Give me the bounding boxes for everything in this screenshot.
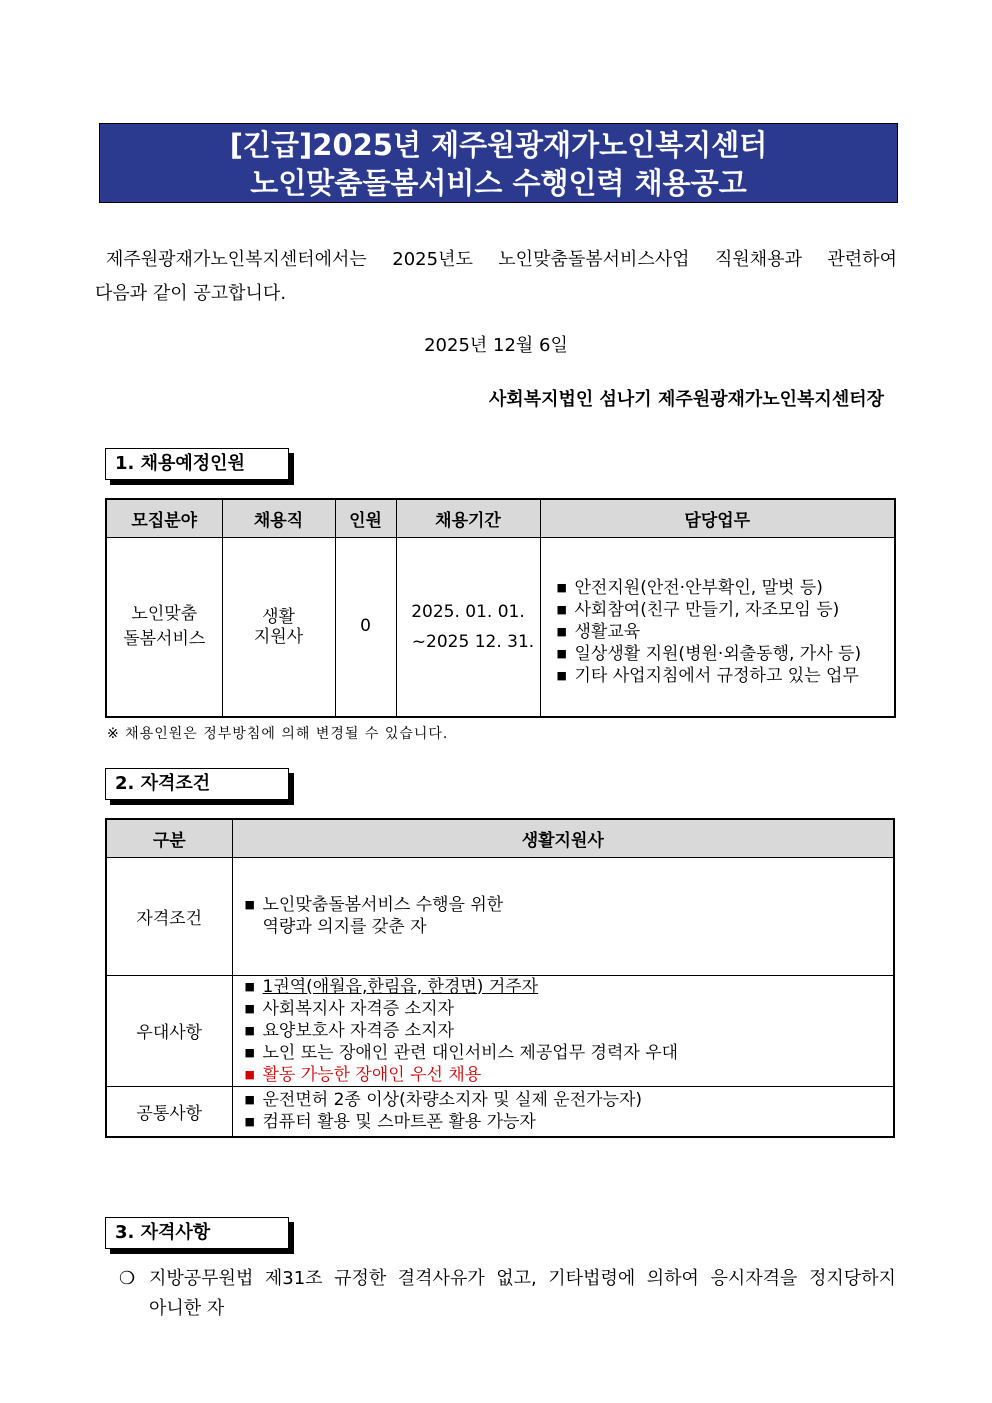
header-period: 채용기간 [396, 499, 540, 537]
intro-word: 관련하여 [827, 249, 897, 270]
s3-word: 의하여 [646, 1268, 699, 1289]
header-field: 모집분야 [106, 499, 222, 537]
list-item: ■ 1권역(애월읍,한림읍, 한경면) 거주자 [243, 976, 894, 998]
qualification-list [233, 894, 894, 938]
s3-word: 지방공무원법 [149, 1268, 254, 1289]
preference-content [232, 975, 894, 1086]
list-item: ■ 안전지원(안전·안부확인, 말벗 등) [555, 577, 895, 599]
job-line: 지원사 [253, 626, 304, 647]
cell-count: 0 [335, 537, 396, 717]
intro-word: 직원채용과 [715, 249, 802, 270]
list-item: ■ 일상생활 지원(병원·외출동행, 가사 등) [555, 643, 895, 665]
table-header-row [106, 499, 895, 537]
recruitment-table [105, 498, 896, 718]
intro-word: 제주원광재가노인복지센터에서는 [106, 249, 367, 270]
list-item: ■ 운전면허 2종 이상(차량소지자 및 실제 운전가능자) [243, 1089, 894, 1111]
intro-line-2: 다음과 같이 공고합니다. [95, 283, 287, 304]
list-item: ■ 컴퓨터 활용 및 스마트폰 활용 가능자 [243, 1111, 894, 1133]
circle-bullet-icon: ❍ [119, 1268, 136, 1289]
title-line-1: [긴급]2025년 제주원광재가노인복지센터 [229, 128, 768, 162]
cell-duties [540, 537, 895, 717]
field-line: 돌봄서비스 [123, 628, 206, 649]
table-header-row [106, 819, 894, 857]
list-item: ■ 기타 사업지침에서 규정하고 있는 업무 [555, 665, 895, 687]
qualification-label: 자격조건 [106, 857, 232, 975]
duties-list [555, 577, 895, 687]
period-end: ~2025 12. 31. [411, 631, 535, 652]
common-list [233, 1089, 894, 1133]
s3-word: 응시자격을 [710, 1268, 798, 1289]
list-item: ■ 요양보호사 자격증 소지자 [243, 1020, 894, 1042]
common-content [232, 1086, 894, 1137]
qualification-content [232, 857, 894, 975]
header-job: 채용직 [222, 499, 335, 537]
section-3-line-1 [119, 1264, 896, 1294]
table-row [106, 537, 895, 717]
recruitment-note: ※ 채용인원은 정부방침에 의해 변경될 수 있습니다. [107, 726, 449, 742]
list-item: ■ 사회복지사 자격증 소지자 [243, 998, 894, 1020]
field-line: 노인맞춤 [131, 603, 198, 624]
intro-line-1 [95, 243, 897, 277]
table-row [106, 1086, 894, 1137]
intro-word: 노인맞춤돌봄서비스사업 [498, 249, 690, 270]
section-2-heading: 2. 자격조건 [105, 768, 289, 800]
preference-label: 우대사항 [106, 975, 232, 1086]
header-count: 인원 [335, 499, 396, 537]
qualification-line: ■ 노인맞춤돌봄서비스 수행을 위한 [262, 895, 504, 915]
intro-word: 2025년도 [392, 249, 473, 270]
header-duties: 담당업무 [540, 499, 895, 537]
header-role: 생활지원사 [232, 819, 894, 857]
intro-paragraph [95, 243, 897, 311]
list-item: ■ 노인 또는 장애인 관련 대인서비스 제공업무 경력자 우대 [243, 1042, 894, 1064]
signer: 사회복지법인 섬나기 제주원광재가노인복지센터장 [488, 389, 884, 410]
s3-word: 제31조 [264, 1268, 323, 1289]
section-3-heading: 3. 자격사항 [105, 1217, 289, 1249]
job-line: 생활 [262, 606, 295, 627]
s3-word: 기타법령에 [548, 1268, 636, 1289]
common-label: 공통사항 [106, 1086, 232, 1137]
period-start: 2025. 01. 01. [411, 601, 525, 622]
s3-word: 결격사유가 [397, 1268, 485, 1289]
s3-word: 없고, [496, 1268, 537, 1289]
qualification-line: 역량과 의지를 갖춘 자 [262, 917, 427, 937]
list-item: ■ 활동 가능한 장애인 우선 채용 [243, 1064, 894, 1086]
section-3-content [119, 1264, 896, 1324]
table-row [106, 975, 894, 1086]
cell-period [396, 537, 540, 717]
s3-word: 정지당하지 [808, 1268, 896, 1289]
table-row [106, 857, 894, 975]
cell-field [106, 537, 222, 717]
list-item: ■ 생활교육 [555, 621, 895, 643]
s3-word: 규정한 [334, 1268, 387, 1289]
section-1-heading: 1. 채용예정인원 [105, 448, 289, 480]
page-title [99, 123, 898, 203]
announcement-date: 2025년 12월 6일 [424, 335, 568, 356]
qualification-table [105, 818, 895, 1138]
preference-list [233, 976, 894, 1086]
list-item: ■ 사회참여(친구 만들기, 자조모임 등) [555, 599, 895, 621]
section-3-line-2: 아니한 자 [149, 1298, 225, 1319]
header-category: 구분 [106, 819, 232, 857]
cell-job [222, 537, 335, 717]
title-line-2: 노인맞춤돌봄서비스 수행인력 채용공고 [250, 166, 747, 200]
list-item [243, 894, 894, 938]
